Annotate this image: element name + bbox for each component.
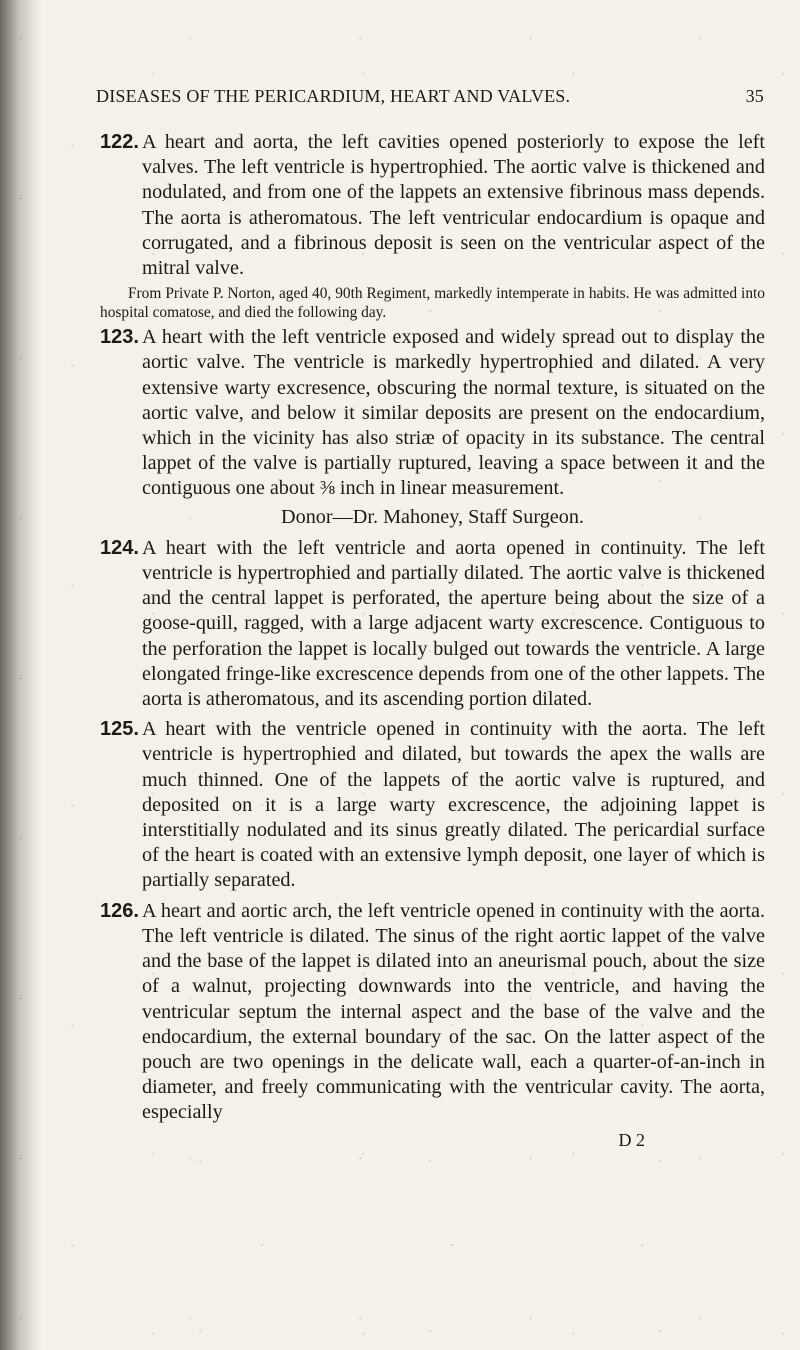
entry-note: From Private P. Norton, aged 40, 90th Regiment, markedly intemperate in habits. He was admitted into hospital comatose, and died the following day.: [100, 285, 765, 321]
page-number: 35: [745, 86, 764, 106]
entry-number: 122.: [100, 131, 139, 153]
entry-number: 125.: [100, 718, 139, 741]
page-gutter-shadow: [0, 0, 42, 1350]
entry-text: A heart with the ventricle opened in continuity with the aorta. The left ventricle is hypertrophied and dilated, but towards the apex the walls are much thinned. One of the lappets of the aortic valve is ruptured, and deposited on it is a large warty excrescence, the adjoining lappet is interstitially nodulated and its sinus greatly dilated. The pericardial surface of the heart is coated with an extensive lymph deposit, one layer of which is partially separated.: [142, 718, 765, 892]
page-content: [100, 130, 765, 1151]
entry-text: A heart with the left ventricle exposed and widely spread out to display the aortic valve. The ventricle is markedly hypertrophied and dilated. A very extensive warty excresence, obscuring the normal texture, is situated on the aortic valve, and below it similar deposits are present on the endocardium, which in the vicinity has also striæ of opacity in its substance. The central lappet of the valve is partially ruptured, leaving a space between it and the contiguous one about ⅜ inch in linear measurement.: [142, 326, 765, 500]
entry-123: [100, 325, 765, 501]
entry-number: 126.: [100, 899, 139, 922]
entry-text: A heart and aortic arch, the left ventricle opened in continuity with the aorta. The left ventricle is dilated. The sinus of the right aortic lappet of the valve and the base of the lappet is dilated into an aneurismal pouch, about the size of a walnut, projecting downwards into the ventricle, and having the ventricular septum the internal aspect and the base of the valve and the endocardium, the external boundary of the sac. On the latter aspect of the pouch are two openings in the delicate wall, each a quarter-of-an-inch in diameter, and freely communicating with the ventricular cavity. The aorta, especially: [142, 899, 765, 1124]
page-header: [96, 86, 764, 116]
entry-text: A heart and aorta, the left cavities opened posteriorly to expose the left valves. The left ventricle is hypertrophied. The aortic valve is thickened and nodulated, and from one of the lappets an extensive fibrinous mass depends. The aorta is atheromatous. The left ventricular endocardium is opaque and corrugated, and a fibrinous deposit is seen on the ventricular aspect of the mitral valve.: [142, 131, 765, 280]
entry-124: [100, 536, 765, 712]
entry-text: A heart with the left ventricle and aorta opened in continuity. The left ventricle is hypertrophied and partially dilated. The aortic valve is thickened and the central lappet is perforated, the aperture being about the size of a goose-quill, ragged, with a large adjacent warty excrescence. Contiguous to the perforation the lappet is locally bulged out towards the ventricle. A large elongated fringe-like excrescence depends from one of the other lappets. The aorta is atheromatous, and its ascending portion dilated.: [142, 536, 765, 711]
signature-mark: D 2: [618, 1129, 645, 1150]
running-title: DISEASES OF THE PERICARDIUM, HEART AND VALVES.: [96, 86, 571, 106]
entry-number: 123.: [100, 326, 139, 349]
entry-126: [100, 899, 765, 1126]
donor-line: Donor—Dr. Mahoney, Staff Surgeon.: [281, 505, 584, 528]
entry-125: [100, 717, 765, 893]
entry-number: 124.: [100, 536, 139, 559]
entry-122: [100, 130, 765, 281]
